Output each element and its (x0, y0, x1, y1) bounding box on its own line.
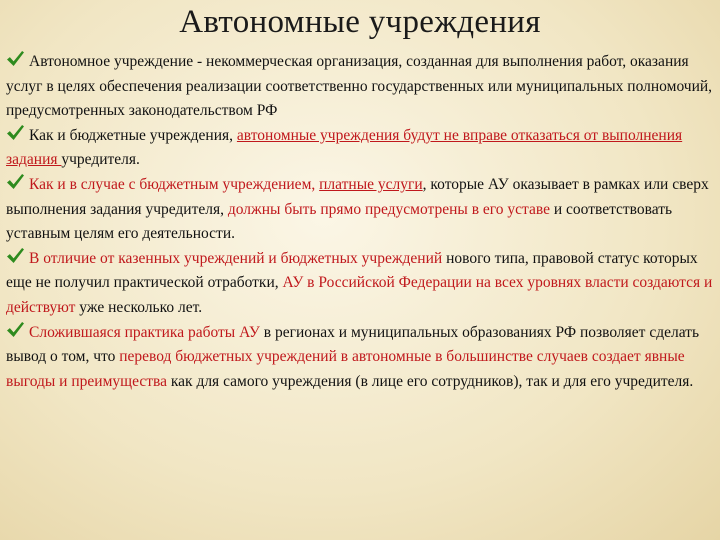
checkmark-icon (6, 124, 25, 141)
bullet-item (6, 50, 716, 124)
checkmark-icon (6, 321, 25, 338)
checkmark-icon (6, 247, 25, 264)
text-run: автономные учреждения будут не вправе отказаться от выполнения задания (6, 126, 683, 169)
bullet-item (6, 124, 716, 173)
text-run: Сложившаяся практика работы АУ (29, 323, 260, 341)
text-run: уже несколько лет. (75, 298, 203, 316)
checkmark-icon (6, 50, 25, 67)
text-run: нового типа, правовой статус которых еще не получил практической отработки, (6, 249, 698, 292)
text-run: и соответствовать уставным целям его деятельности. (6, 200, 673, 243)
bullet-list (6, 50, 716, 394)
text-run: платные услуги (319, 175, 423, 193)
text-run: учредителя. (61, 151, 140, 169)
text-run: как для самого учреждения (в лице его сотрудников), так и для его учредителя. (166, 372, 694, 390)
bullet-item (6, 321, 716, 395)
text-run: должны быть прямо предусмотрены в его уставе (227, 200, 550, 218)
text-run: перевод бюджетных учреждений в автономные в большинстве случаев создает явные выгоды и преимущества (6, 348, 685, 390)
slide-title: Автономные учреждения (179, 4, 541, 40)
bullet-item (6, 247, 716, 321)
bullet-item (6, 173, 716, 247)
text-run: Как и в случае с бюджетным учреждением, (29, 175, 320, 193)
text-run: В отличие от казенных учреждений и бюджетных учреждений (29, 249, 443, 267)
checkmark-icon (6, 173, 25, 190)
text-run: Как и бюджетные учреждения, (29, 126, 237, 144)
text-run: в регионах и муниципальных образованиях РФ позволяет сделать вывод о том, что (6, 323, 700, 366)
text-run: , которые АУ оказывает в рамках или сверх выполнения задания учредителя, (6, 175, 709, 218)
text-run: Автономное учреждение - некоммерческая организация, созданная для выполнения работ, оказания услуг в целях обеспечения реализации соответственно государственных или муниципальных полномочий, предусмотренных законодательством РФ (6, 53, 713, 120)
text-run: АУ в Российской Федерации на всех уровнях власти создаются и действуют (6, 274, 713, 316)
